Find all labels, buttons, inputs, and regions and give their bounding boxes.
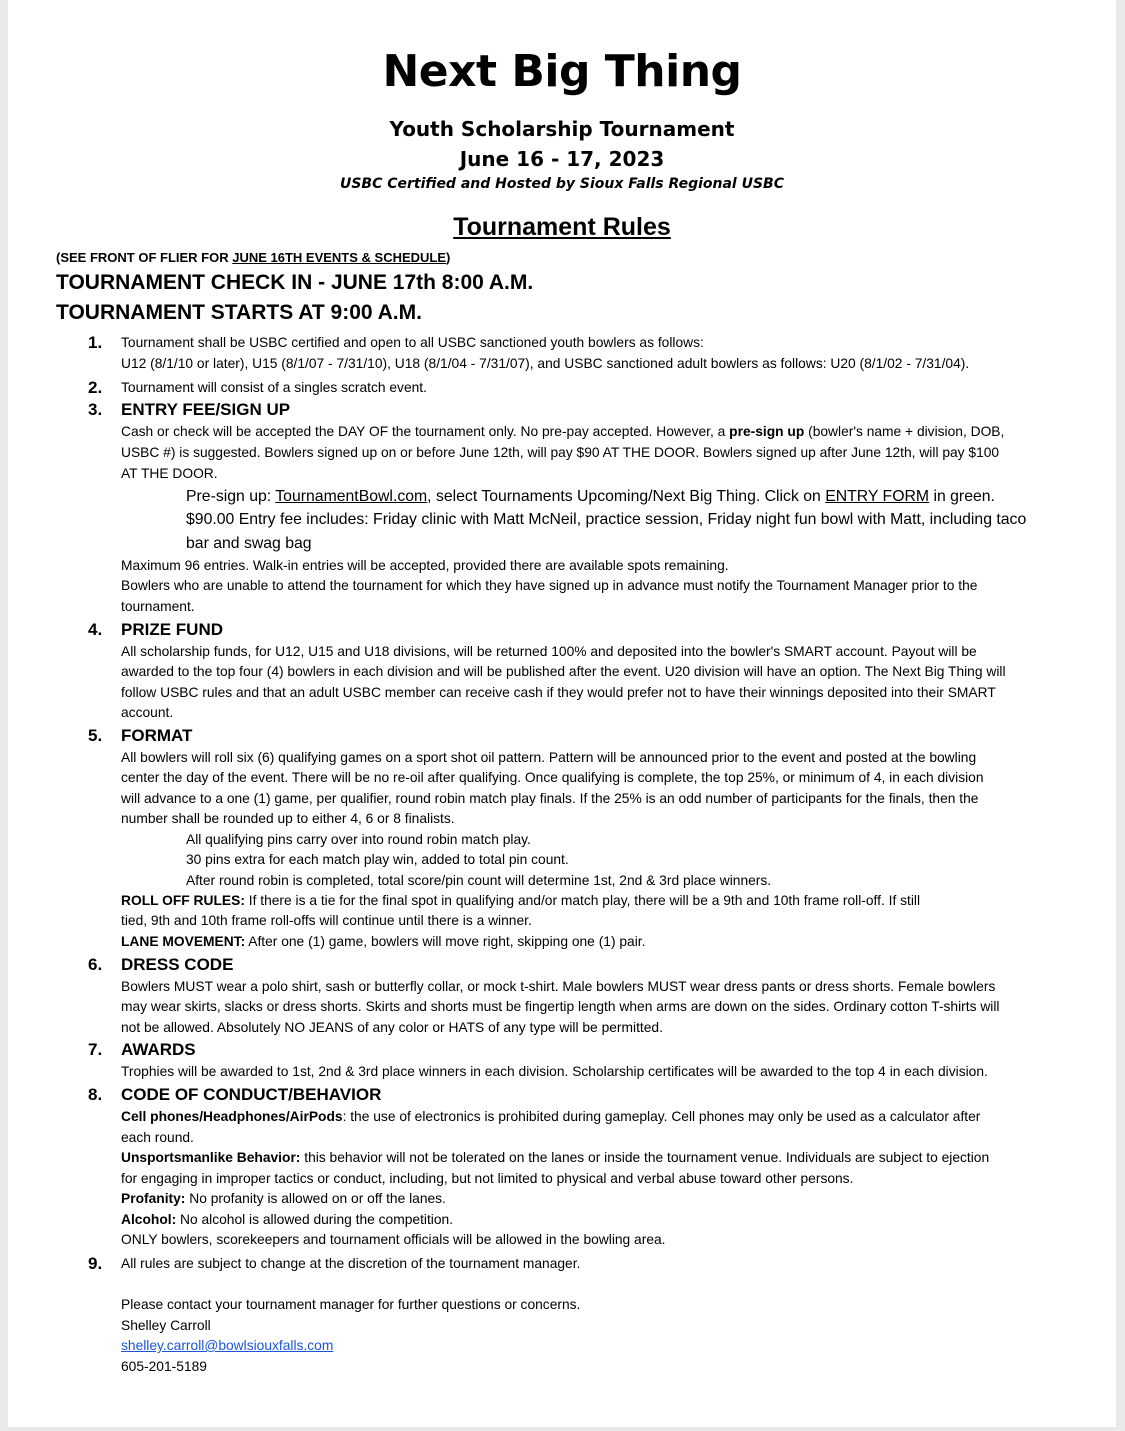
rule6-heading: DRESS CODE <box>121 955 234 974</box>
rule6-text: Bowlers MUST wear a polo shirt, sash or butterfly collar, or mock t-shirt. Male bowlers MUST wear dress pants or dress shorts. Female bowlers <box>121 979 996 994</box>
bowling-area-rule: ONLY bowlers, scorekeepers and tournament officials will be allowed in the bowling area. <box>121 1232 666 1247</box>
presign-instructions: Pre-sign up: TournamentBowl.com, select Tournaments Upcoming/Next Big Thing. Click on ENTRY FORM in green. <box>186 488 995 505</box>
rule5-text: number shall be rounded up to either 4, 6 or 8 finalists. <box>121 811 455 826</box>
rule5-heading: FORMAT <box>121 726 193 745</box>
unsportsmanlike-rule: for engaging in improper tactics or conduct, including, but not limited to physical and verbal abuse toward other persons. <box>121 1171 854 1186</box>
start-time: TOURNAMENT STARTS AT 9:00 A.M. <box>56 301 422 324</box>
entry-fee-includes: $90.00 Entry fee includes: Friday clinic with Matt McNeil, practice session, Friday night fun bowl with Matt, including taco <box>186 511 1027 528</box>
roll-off-rules: ROLL OFF RULES: If there is a tie for the final spot in qualifying and/or match play, there will be a 9th and 10th frame roll-off. If still <box>121 893 921 908</box>
rule4-heading: PRIZE FUND <box>121 620 223 639</box>
rule5-text: All bowlers will roll six (6) qualifying games on a sport shot oil pattern. Pattern will be announced prior to the event and posted at the bowling <box>121 750 977 765</box>
rule-number: 2. <box>88 378 103 397</box>
rules-heading: Tournament Rules <box>453 213 671 241</box>
roll-off-rules: tied, 9th and 10th frame roll-offs will continue until there is a winner. <box>121 913 532 928</box>
rule3-text: AT THE DOOR. <box>121 466 218 481</box>
alcohol-rule: Alcohol: No alcohol is allowed during the competition. <box>121 1212 454 1227</box>
cell-phone-rule: Cell phones/Headphones/AirPods: the use of electronics is prohibited during gameplay. Cell phones may only be used as a calculator after <box>121 1109 981 1124</box>
format-detail: All qualifying pins carry over into round robin match play. <box>186 832 531 847</box>
rule9-text: All rules are subject to change at the discretion of the tournament manager. <box>121 1256 581 1271</box>
rule7-heading: AWARDS <box>121 1040 196 1059</box>
rule3-text: tournament. <box>121 599 195 614</box>
rule-number: 7. <box>88 1040 103 1059</box>
rule5-text: center the day of the event. There will be no re-oil after qualifying. Once qualifying is complete, the top 25%, or minimum of 4, in each division <box>121 770 984 785</box>
page-title: Next Big Thing <box>382 46 742 97</box>
certified-line: USBC Certified and Hosted by Sioux Falls Regional USBC <box>339 176 784 192</box>
entry-fee-includes: bar and swag bag <box>186 535 312 552</box>
subtitle: Youth Scholarship Tournament <box>389 117 735 141</box>
rule-number: 4. <box>88 620 103 639</box>
rule8-heading: CODE OF CONDUCT/BEHAVIOR <box>121 1085 382 1104</box>
rule1-text: Tournament shall be USBC certified and open to all USBC sanctioned youth bowlers as follows: <box>121 335 704 350</box>
profanity-rule: Profanity: No profanity is allowed on or off the lanes. <box>121 1191 446 1206</box>
cell-phone-rule: each round. <box>121 1130 194 1145</box>
contact-phone: 605-201-5189 <box>121 1359 207 1374</box>
rule3-text: Bowlers who are unable to attend the tournament for which they have signed up in advance must notify the Tournament Manager prior to the <box>121 578 978 593</box>
rule4-text: awarded to the top four (4) bowlers in each division and will be published after the event. U20 division will have an option. The Next Big Thing will <box>121 664 1006 679</box>
rule4-text: follow USBC rules and that an adult USBC member can receive cash if they would prefer not to have their winnings deposited into their SMART <box>121 685 996 700</box>
lane-movement: LANE MOVEMENT: After one (1) game, bowlers will move right, skipping one (1) pair. <box>121 934 646 949</box>
tournamentbowl-link[interactable]: TournamentBowl.com <box>275 488 428 505</box>
tournament-dates: June 16 - 17, 2023 <box>459 147 665 171</box>
contact-name: Shelley Carroll <box>121 1318 211 1333</box>
contact-email-link[interactable]: shelley.carroll@bowlsiouxfalls.com <box>121 1338 334 1353</box>
unsportsmanlike-rule: Unsportsmanlike Behavior: this behavior will not be tolerated on the lanes or inside the tournament venue. Individuals are subject to ejection <box>121 1150 990 1165</box>
contact-note: Please contact your tournament manager for further questions or concerns. <box>121 1297 581 1312</box>
rule-number: 1. <box>88 333 103 352</box>
see-front-note: (SEE FRONT OF FLIER FOR JUNE 16TH EVENTS & SCHEDULE) <box>56 250 451 265</box>
rule-number: 3. <box>88 400 103 419</box>
rule3-heading: ENTRY FEE/SIGN UP <box>121 400 291 419</box>
rule4-text: All scholarship funds, for U12, U15 and U18 divisions, will be returned 100% and deposited into the bowler's SMART account. Payout will be <box>121 644 977 659</box>
format-detail: After round robin is completed, total score/pin count will determine 1st, 2nd & 3rd place winners. <box>186 873 772 888</box>
rule6-text: not be allowed. Absolutely NO JEANS of any color or HATS of any type will be permitted. <box>121 1020 663 1035</box>
rule3-text: Cash or check will be accepted the DAY OF the tournament only. No pre-pay accepted. However, a pre-sign up (bowler's name + division, DOB, <box>121 424 1005 439</box>
june-16-events-link: JUNE 16TH EVENTS & SCHEDULE <box>232 250 447 265</box>
entry-form-link[interactable]: ENTRY FORM <box>825 488 930 505</box>
rule1-text: U12 (8/1/10 or later), U15 (8/1/07 - 7/31/10), U18 (8/1/04 - 7/31/07), and USBC sanctioned adult bowlers as follows: U20 (8/1/02 - 7/31/04). <box>121 356 970 371</box>
rule-number: 6. <box>88 955 103 974</box>
flier-page <box>8 0 1116 1427</box>
rule6-text: may wear skirts, slacks or dress shorts. Skirts and shorts must be fingertip length when arms are down on the sides. Ordinary cotton T-shirts will <box>121 999 1000 1014</box>
rule4-text: account. <box>121 705 174 720</box>
rule-number: 8. <box>88 1085 103 1104</box>
rule3-text: Maximum 96 entries. Walk-in entries will be accepted, provided there are available spots remaining. <box>121 558 729 573</box>
rule-number: 5. <box>88 726 103 745</box>
format-detail: 30 pins extra for each match play win, added to total pin count. <box>186 852 569 867</box>
rule2-text: Tournament will consist of a singles scratch event. <box>121 380 427 395</box>
rule-number: 9. <box>88 1254 103 1273</box>
check-in-time: TOURNAMENT CHECK IN - JUNE 17th 8:00 A.M. <box>56 271 534 294</box>
rule3-text: USBC #) is suggested. Bowlers signed up on or before June 12th, will pay $90 AT THE DOOR. Bowlers signed up after June 12th, will pay $100 <box>121 445 1000 460</box>
rule5-text: will advance to a one (1) game, per qualifier, round robin match play finals. If the 25% is an odd number of participants for the finals, then the <box>121 791 979 806</box>
rule7-text: Trophies will be awarded to 1st, 2nd & 3rd place winners in each division. Scholarship certificates will be awarded to the top 4 in each division. <box>121 1064 988 1079</box>
